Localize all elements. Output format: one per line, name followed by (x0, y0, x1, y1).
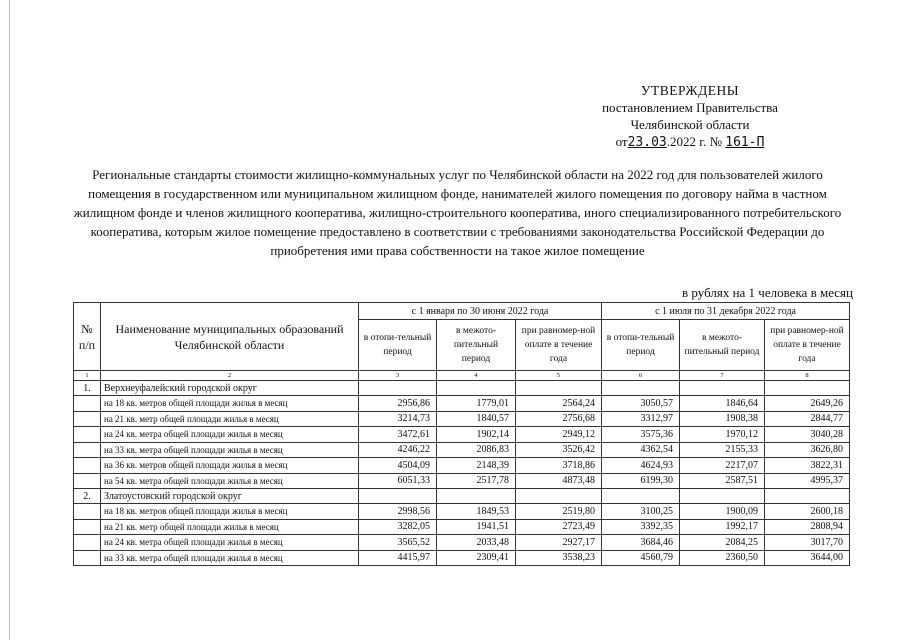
header-sub-nonheating-2: в межото-пительный период (680, 320, 765, 371)
row-area-label: на 21 кв. метр общей площади жилья в месяц (101, 411, 359, 427)
empty-cell (602, 381, 680, 396)
table-row (74, 427, 850, 443)
empty-cell (765, 489, 850, 504)
column-number: 6 (602, 371, 680, 381)
section-row (74, 381, 850, 396)
approved-line-region: Челябинской области (630, 117, 750, 132)
rate-value-cell: 4362,54 (602, 442, 680, 458)
row-area-label: на 24 кв. метра общей площади жилья в месяц (101, 535, 359, 551)
rate-value-cell: 2756,68 (516, 411, 602, 427)
row-area-label: на 18 кв. метров общей площади жилья в месяц (101, 396, 359, 412)
rate-value-cell: 2309,41 (437, 550, 516, 566)
approval-stamp-block (560, 82, 820, 151)
header-sub-uniform-2: при равномер-ной оплате в течение года (765, 320, 850, 371)
rate-value-cell: 6199,30 (602, 473, 680, 489)
date-prefix: от (615, 134, 628, 149)
table-row (74, 458, 850, 474)
rate-value-cell: 3040,28 (765, 427, 850, 443)
rate-value-cell: 2600,18 (765, 504, 850, 520)
empty-cell (680, 489, 765, 504)
section-row (74, 489, 850, 504)
table-row (74, 535, 850, 551)
rate-value-cell: 6051,33 (359, 473, 437, 489)
header-sub-heating-1: в отопи-тельный период (359, 320, 437, 371)
header-period-2: с 1 июля по 31 декабря 2022 года (602, 303, 850, 320)
row-area-label: на 54 кв. метра общей площади жилья в месяц (101, 473, 359, 489)
row-area-label: на 36 кв. метров общей площади жилья в месяц (101, 458, 359, 474)
rate-value-cell: 3718,86 (516, 458, 602, 474)
row-area-label: на 33 кв. метра общей площади жилья в месяц (101, 550, 359, 566)
approved-heading: УТВЕРЖДЕНЫ (640, 83, 740, 98)
rate-value-cell: 2086,83 (437, 442, 516, 458)
empty-cell (437, 381, 516, 396)
rate-value-cell: 3312,97 (602, 411, 680, 427)
rate-value-cell: 4873,48 (516, 473, 602, 489)
rate-value-cell: 4504,09 (359, 458, 437, 474)
rate-value-cell: 3282,05 (359, 519, 437, 535)
document-title: Региональные стандарты стоимости жилищно-коммунальных услуг по Челябинской области на 2022 год для пользователей жилого помещения в государственном или муниципальном жилищном фонде, нанимателей жилого помещения по договору найма в частном жилищном фонде и членов жилищного кооператива, жилищно-строительного кооператива, иного специализированного потребительского кооператива, которым жилое помещение предоставлено в соответствии с требованиями законодательства Российской Федерации до приобретения ими права собственности на такое жилое помещение (73, 167, 842, 258)
row-number-cell (74, 550, 101, 566)
rate-value-cell: 1970,12 (680, 427, 765, 443)
header-sub-uniform-1: при равномер-ной оплате в течение года (516, 320, 602, 371)
rate-value-cell: 3100,25 (602, 504, 680, 520)
empty-cell (516, 381, 602, 396)
rate-value-cell: 2033,48 (437, 535, 516, 551)
rate-value-cell: 3472,61 (359, 427, 437, 443)
column-number: 7 (680, 371, 765, 381)
row-area-label: на 21 кв. метр общей площади жилья в месяц (101, 519, 359, 535)
rate-value-cell: 2155,33 (680, 442, 765, 458)
units-note: в рублях на 1 человека в месяц (682, 285, 853, 300)
rate-value-cell: 1840,57 (437, 411, 516, 427)
row-number-cell (74, 442, 101, 458)
rate-value-cell: 3822,31 (765, 458, 850, 474)
rate-value-cell: 3214,73 (359, 411, 437, 427)
scan-edge-line (9, 0, 10, 640)
rate-value-cell: 1941,51 (437, 519, 516, 535)
rate-value-cell: 2808,94 (765, 519, 850, 535)
rate-value-cell: 1846,64 (680, 396, 765, 412)
rate-value-cell: 3538,23 (516, 550, 602, 566)
table-row (74, 504, 850, 520)
rate-value-cell: 2723,49 (516, 519, 602, 535)
column-number: 1 (74, 371, 101, 381)
row-number-cell (74, 411, 101, 427)
rate-value-cell: 1849,53 (437, 504, 516, 520)
rate-value-cell: 3575,36 (602, 427, 680, 443)
rate-value-cell: 3526,42 (516, 442, 602, 458)
column-numbers-row (74, 371, 850, 381)
rate-value-cell: 1902,14 (437, 427, 516, 443)
header-period-1: с 1 января по 30 июня 2022 года (359, 303, 602, 320)
header-number: № п/п (74, 303, 101, 371)
table-row (74, 442, 850, 458)
empty-cell (602, 489, 680, 504)
rate-value-cell: 4560,79 (602, 550, 680, 566)
section-number: 1. (74, 381, 101, 396)
rate-value-cell: 2084,25 (680, 535, 765, 551)
rate-value-cell: 2564,24 (516, 396, 602, 412)
rate-value-cell: 2148,39 (437, 458, 516, 474)
section-name: Верхнеуфалейский городской округ (101, 381, 359, 396)
rate-value-cell: 2649,26 (765, 396, 850, 412)
column-number: 8 (765, 371, 850, 381)
table-row (74, 519, 850, 535)
row-area-label: на 33 кв. метра общей площади жилья в месяц (101, 442, 359, 458)
rate-value-cell: 2217,07 (680, 458, 765, 474)
column-number: 4 (437, 371, 516, 381)
rate-value-cell: 4415,97 (359, 550, 437, 566)
rate-value-cell: 3050,57 (602, 396, 680, 412)
rate-value-cell: 1779,01 (437, 396, 516, 412)
section-number: 2. (74, 489, 101, 504)
row-area-label: на 24 кв. метра общей площади жилья в месяц (101, 427, 359, 443)
rate-value-cell: 3684,46 (602, 535, 680, 551)
section-name: Златоустовский городской округ (101, 489, 359, 504)
rate-value-cell: 2927,17 (516, 535, 602, 551)
table-row (74, 473, 850, 489)
row-number-cell (74, 519, 101, 535)
row-number-cell (74, 535, 101, 551)
rates-table-body (74, 381, 850, 566)
rate-value-cell: 1992,17 (680, 519, 765, 535)
rate-value-cell: 3392,35 (602, 519, 680, 535)
rate-value-cell: 2844,77 (765, 411, 850, 427)
approved-date-line (560, 133, 820, 151)
rate-value-cell: 2587,51 (680, 473, 765, 489)
rate-value-cell: 2998,56 (359, 504, 437, 520)
rate-value-cell: 3626,80 (765, 442, 850, 458)
rate-value-cell: 2949,12 (516, 427, 602, 443)
empty-cell (516, 489, 602, 504)
column-number: 3 (359, 371, 437, 381)
rate-value-cell: 4246,22 (359, 442, 437, 458)
column-number: 5 (516, 371, 602, 381)
empty-cell (680, 381, 765, 396)
row-number-cell (74, 427, 101, 443)
date-suffix: .2022 г. № (666, 134, 723, 149)
table-row (74, 396, 850, 412)
row-number-cell (74, 458, 101, 474)
approved-line-resolution: постановлением Правительства (602, 100, 778, 115)
header-sub-nonheating-1: в межото-пительный период (437, 320, 516, 371)
table-row (74, 550, 850, 566)
handwritten-date: 23.03 (627, 135, 667, 150)
row-number-cell (74, 504, 101, 520)
rate-value-cell: 4624,93 (602, 458, 680, 474)
header-sub-heating-2: в отопи-тельный период (602, 320, 680, 371)
empty-cell (437, 489, 516, 504)
header-municipality: Наименование муниципальных образований Челябинской области (101, 303, 359, 371)
rate-value-cell: 3565,52 (359, 535, 437, 551)
row-number-cell (74, 396, 101, 412)
rate-value-cell: 2519,80 (516, 504, 602, 520)
rate-value-cell: 2360,50 (680, 550, 765, 566)
rate-value-cell: 3644,00 (765, 550, 850, 566)
row-area-label: на 18 кв. метров общей площади жилья в месяц (101, 504, 359, 520)
empty-cell (359, 489, 437, 504)
handwritten-number: 161-П (725, 135, 765, 150)
rate-value-cell: 2517,78 (437, 473, 516, 489)
rate-value-cell: 3017,70 (765, 535, 850, 551)
rate-value-cell: 1908,38 (680, 411, 765, 427)
rates-table (73, 302, 850, 566)
column-number: 2 (101, 371, 359, 381)
row-number-cell (74, 473, 101, 489)
empty-cell (359, 381, 437, 396)
rate-value-cell: 2956,86 (359, 396, 437, 412)
table-row (74, 411, 850, 427)
empty-cell (765, 381, 850, 396)
rate-value-cell: 4995,37 (765, 473, 850, 489)
rate-value-cell: 1900,09 (680, 504, 765, 520)
